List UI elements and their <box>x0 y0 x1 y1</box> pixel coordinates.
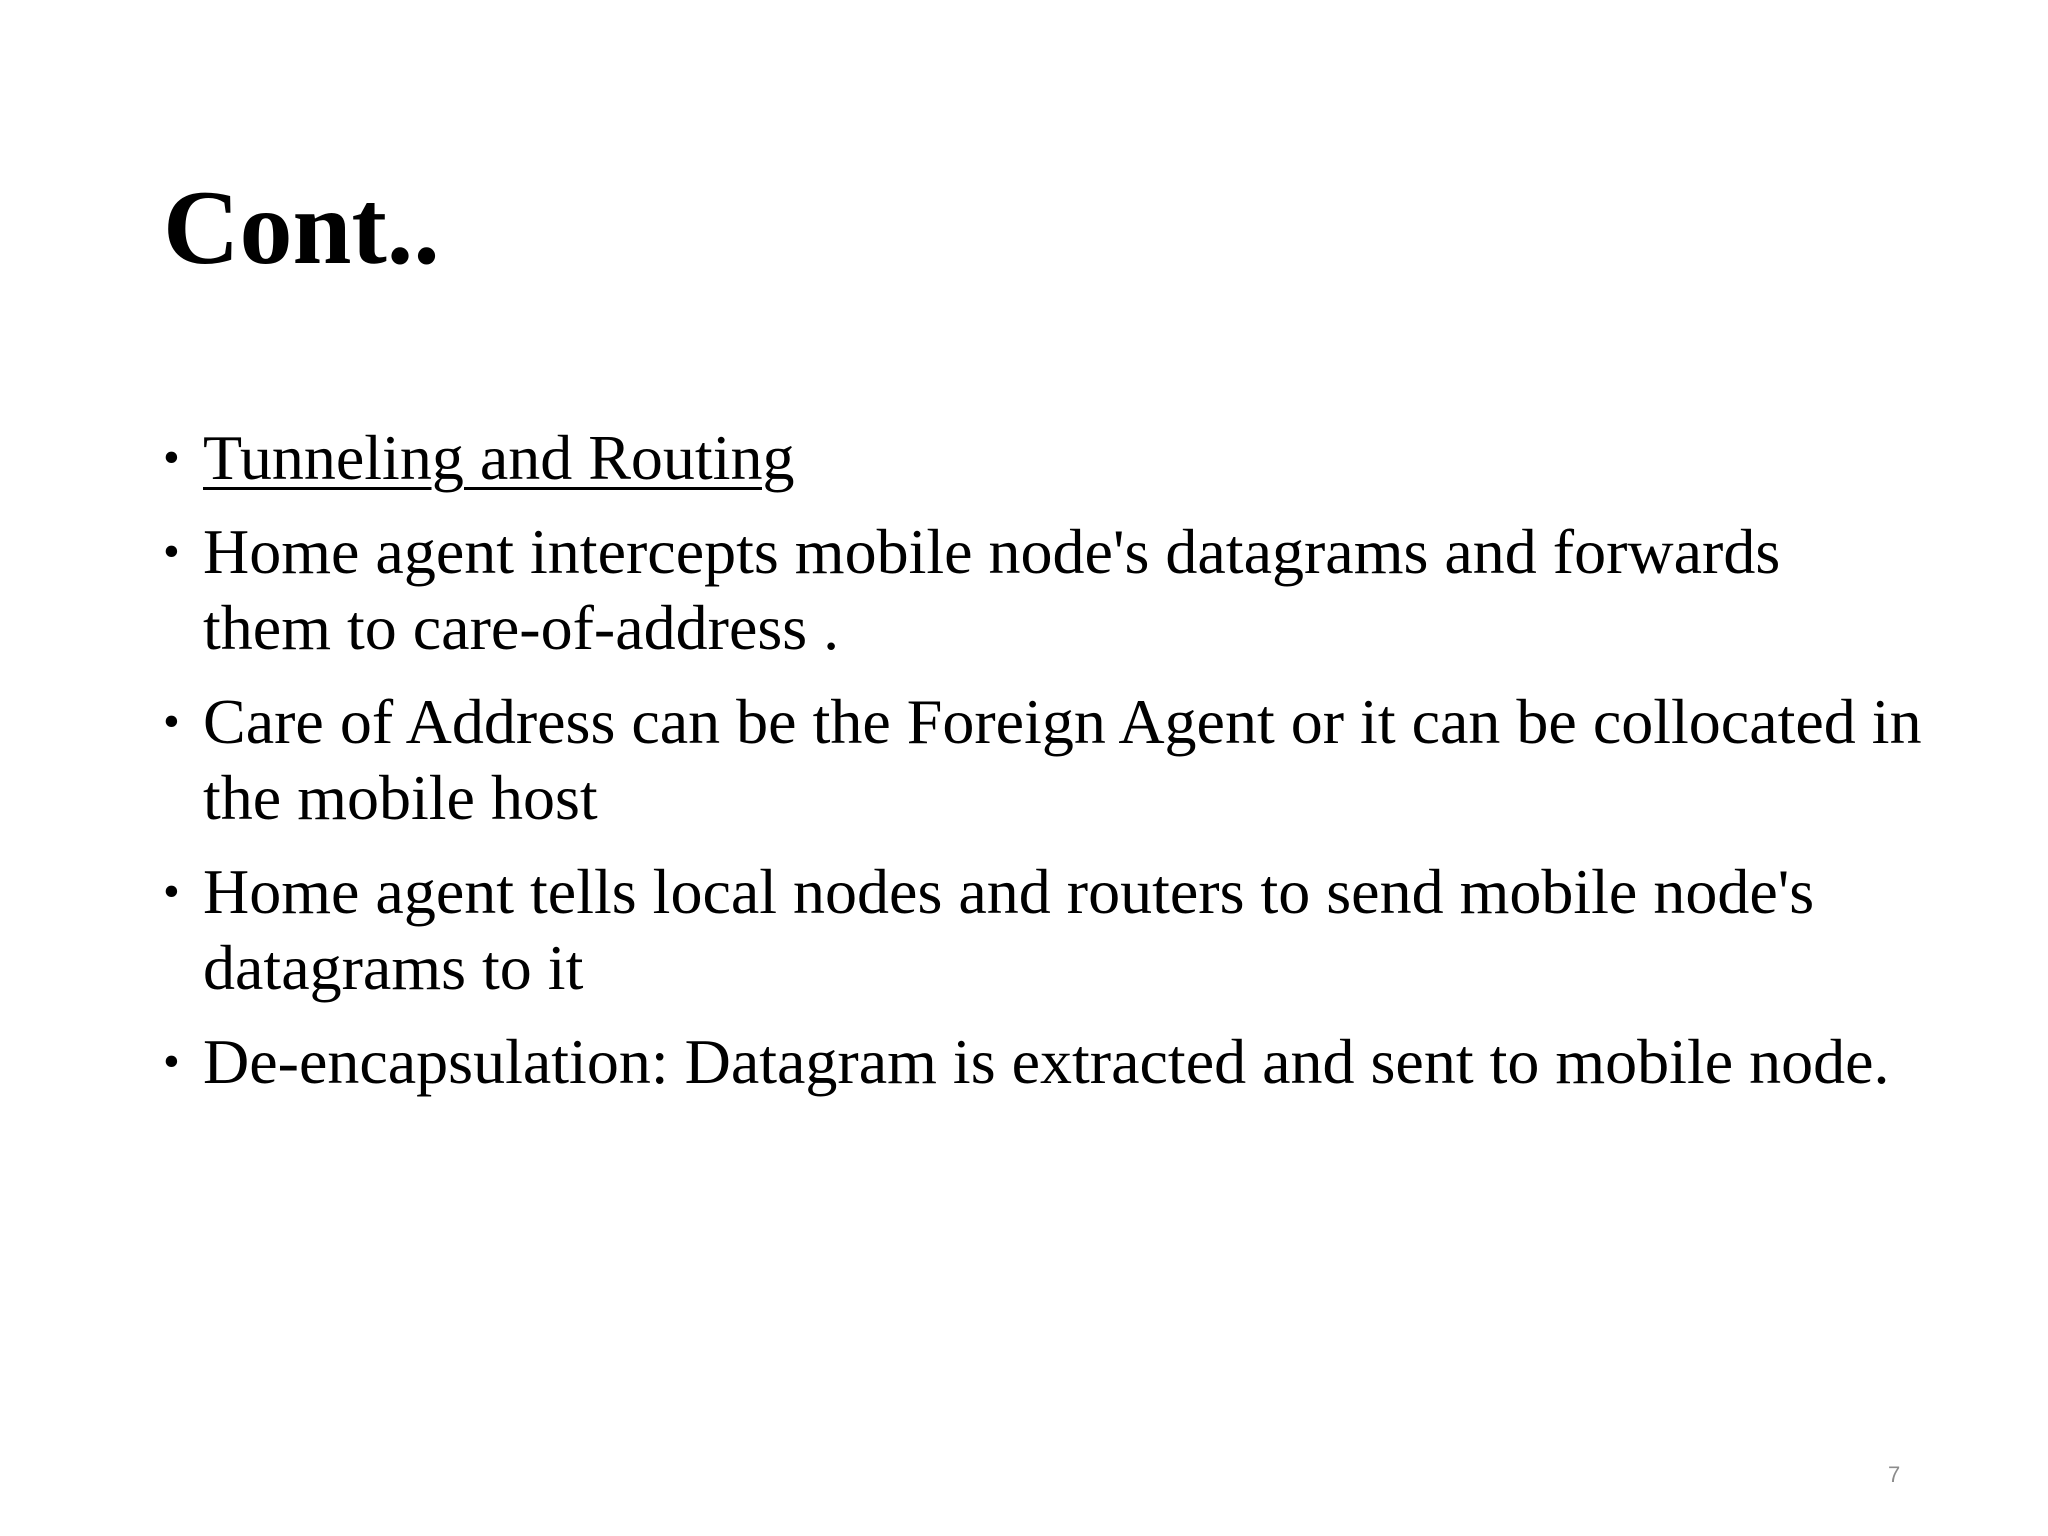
bullet-text: Home agent intercepts mobile node's datagrams and forwards them to care-of-address . <box>203 516 1781 663</box>
bullet-text: De-encapsulation: Datagram is extracted and sent to mobile node. <box>203 1026 1890 1097</box>
bullet-text-tunneling-heading: Tunneling and Routing <box>203 422 795 493</box>
bullet-text: Care of Address can be the Foreign Agent or it can be collocated in the mobile host <box>203 686 1922 833</box>
page-number: 7 <box>1888 1462 1901 1487</box>
bullet-item <box>163 684 1923 836</box>
bullet-item <box>163 1024 1923 1100</box>
bullet-text: Home agent tells local nodes and routers to send mobile node's datagrams to it <box>203 856 1815 1003</box>
bullet-icon: • <box>163 525 180 578</box>
bullet-icon: • <box>163 1035 180 1088</box>
bullet-item <box>163 420 1923 496</box>
bullet-item <box>163 854 1923 1006</box>
bullet-list <box>163 420 1923 1118</box>
slide-title: Cont.. <box>163 169 440 286</box>
bullet-icon: • <box>163 431 180 484</box>
bullet-icon: • <box>163 695 180 748</box>
bullet-icon: • <box>163 865 180 918</box>
bullet-item <box>163 514 1923 666</box>
